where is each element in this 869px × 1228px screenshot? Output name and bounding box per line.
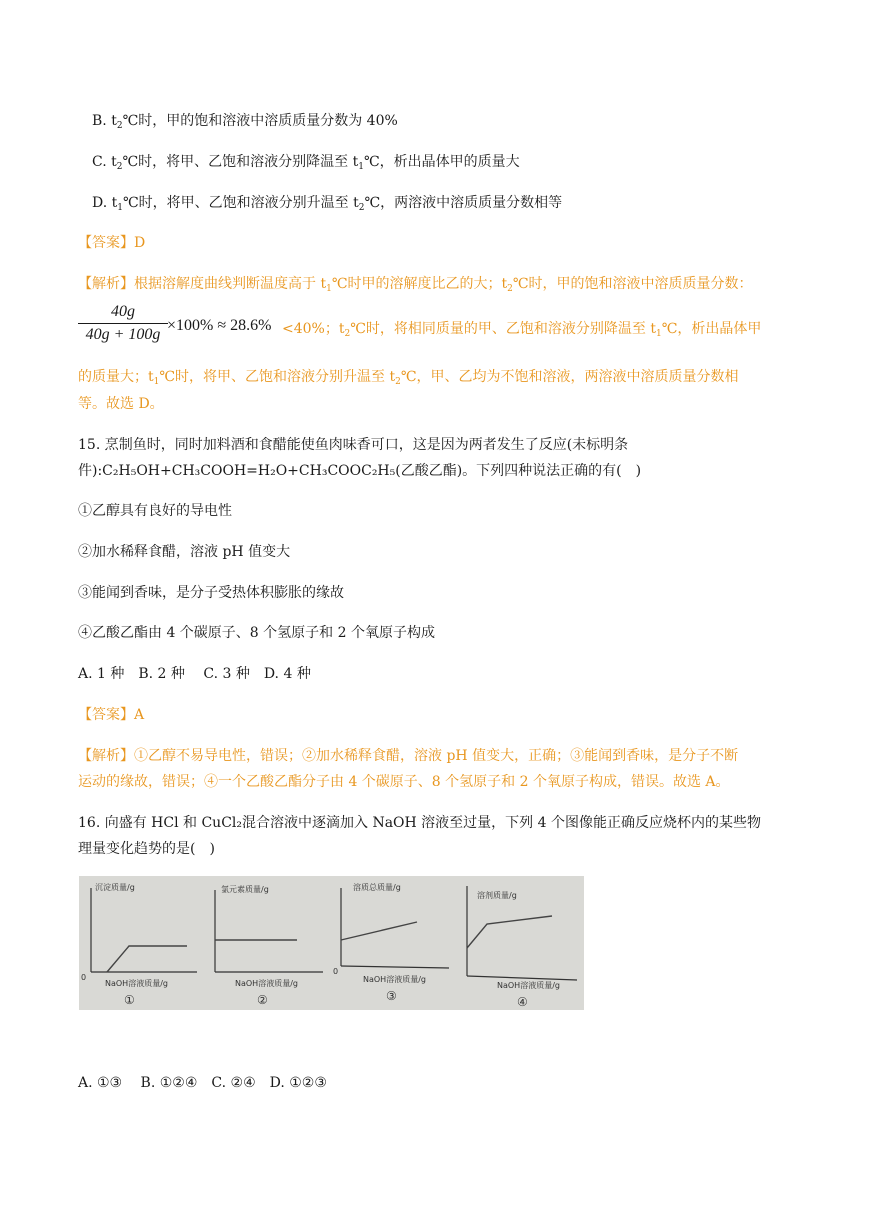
subscript: 2: [116, 162, 123, 172]
text: ℃时，甲的饱和溶液中溶质质量分数：: [512, 276, 753, 292]
q15-answer: 【答案】A: [78, 707, 145, 723]
subscript: 2: [116, 121, 123, 131]
subscript: 1: [358, 162, 364, 172]
subscript: 2: [344, 329, 351, 339]
graph-1: [79, 876, 205, 1010]
q15-stem-line-1: 15. 烹制鱼时，同时加料酒和食醋能使鱼肉味香可口，这是因为两者发生了反应(未标明条: [78, 437, 629, 453]
q14-option-d: [92, 192, 562, 213]
q15-statement-1: ①乙醇具有良好的导电性: [78, 503, 232, 519]
graph-2: [205, 876, 331, 1010]
text: B. t: [92, 113, 117, 129]
fraction-denominator: 40g + 100g: [85, 326, 161, 343]
q14-answer: 【答案】D: [78, 235, 146, 251]
text: ℃时，将甲、乙饱和溶液分别降温至 t: [122, 154, 359, 170]
x-label: NaOH溶液质量/g: [363, 975, 426, 984]
q16-stem-line-1: 16. 向盛有 HCl 和 CuCl₂混合溶液中逐滴加入 NaOH 溶液至过量，下列 4 个图像能正确反应烧杯内的某些物: [78, 815, 761, 831]
text: 的质量大；t: [78, 369, 154, 385]
origin-label: 0: [333, 967, 339, 976]
q14-analysis-line-3: [78, 366, 739, 387]
text: ℃时，甲的饱和溶液中溶质质量分数为 40%: [122, 113, 398, 129]
x-axis: [467, 976, 577, 980]
text: ℃，析出晶体甲: [661, 321, 762, 337]
text: ℃时，将相同质量的甲、乙饱和溶液分别降温至 t: [350, 321, 656, 337]
graph-number: ②: [257, 993, 268, 1007]
graphs-figure: [79, 876, 584, 1010]
subscript: 1: [153, 377, 160, 387]
x-label: NaOH溶液质量/g: [105, 979, 168, 988]
text: ℃时甲的溶解度比乙的大；t: [331, 276, 508, 292]
text: <40%；t: [282, 321, 345, 337]
text: ℃，甲、乙均为不饱和溶液，两溶液中溶质质量分数相: [400, 369, 739, 385]
text: ℃时，将甲、乙饱和溶液分别升温至 t: [123, 195, 359, 211]
x-label: NaOH溶液质量/g: [497, 981, 560, 990]
subscript: 2: [358, 203, 365, 213]
q14-option-b: [92, 110, 398, 131]
q15-statement-3: ③能闻到香味，是分子受热体积膨胀的缘故: [78, 585, 344, 601]
subscript: 1: [117, 203, 123, 213]
q15-analysis-line-2: 运动的缘故，错误；④一个乙酸乙酯分子由 4 个碳原子、8 个氢原子和 2 个氧原子构成，错误。故选 A。: [78, 774, 730, 790]
q14-analysis-line-4: 等。故选 D。: [78, 396, 164, 412]
q14-analysis-line-1: [78, 273, 753, 294]
graph-number: ①: [124, 993, 135, 1007]
text: C. t: [92, 154, 117, 170]
q14-analysis-line-2: [282, 318, 761, 339]
x-axis: [341, 966, 449, 968]
graph-number: ③: [386, 989, 397, 1003]
q15-options: A. 1 种 B. 2 种 C. 3 种 D. 4 种: [78, 666, 311, 682]
fraction-result: ×100% ≈ 28.6%: [167, 317, 272, 334]
text: D. t: [92, 195, 118, 211]
graph-3: [331, 876, 457, 1010]
q15-analysis-line-1: 【解析】①乙醇不易导电性，错误；②加水稀释食醋，溶液 pH 值变大，正确；③能闻到香味，是分子不断: [78, 748, 739, 764]
fraction: [78, 303, 168, 344]
subscript: 2: [395, 377, 401, 387]
curve: [107, 946, 187, 972]
text: ℃，析出晶体甲的质量大: [363, 154, 520, 170]
q15-statement-4: ④乙酸乙酯由 4 个碳原子、8 个氢原子和 2 个氧原子构成: [78, 625, 435, 641]
subscript: 1: [655, 329, 662, 339]
graph-number: ④: [517, 995, 528, 1009]
q14-option-c: [92, 151, 520, 172]
text: 【解析】根据溶解度曲线判断温度高于 t: [78, 276, 327, 292]
y-label: 沉淀质量/g: [95, 883, 135, 892]
fraction-numerator: 40g: [78, 303, 168, 324]
text: ℃时，将甲、乙饱和溶液分别升温至 t: [159, 369, 396, 385]
q15-stem-line-2: 件):C₂H₅OH+CH₃COOH=H₂O+CH₃COOC₂H₅(乙酸乙酯)。下列四种说法正确的有( ): [78, 463, 642, 479]
x-label: NaOH溶液质量/g: [235, 979, 298, 988]
origin-label: 0: [81, 973, 87, 982]
y-label: 溶剂质量/g: [477, 891, 517, 900]
subscript: 1: [326, 284, 332, 294]
q16-options: A. ①③ B. ①②④ C. ②④ D. ①②③: [78, 1075, 327, 1091]
graph-4: [457, 876, 584, 1010]
text: ℃，两溶液中溶质质量分数相等: [364, 195, 563, 211]
y-label: 溶质总质量/g: [353, 883, 401, 892]
y-label: 氯元素质量/g: [221, 885, 269, 894]
curve: [467, 916, 552, 948]
curve: [341, 922, 417, 940]
subscript: 2: [507, 284, 513, 294]
q16-stem-line-2: 理量变化趋势的是( ): [78, 841, 215, 857]
q15-statement-2: ②加水稀释食醋，溶液 pH 值变大: [78, 544, 291, 560]
